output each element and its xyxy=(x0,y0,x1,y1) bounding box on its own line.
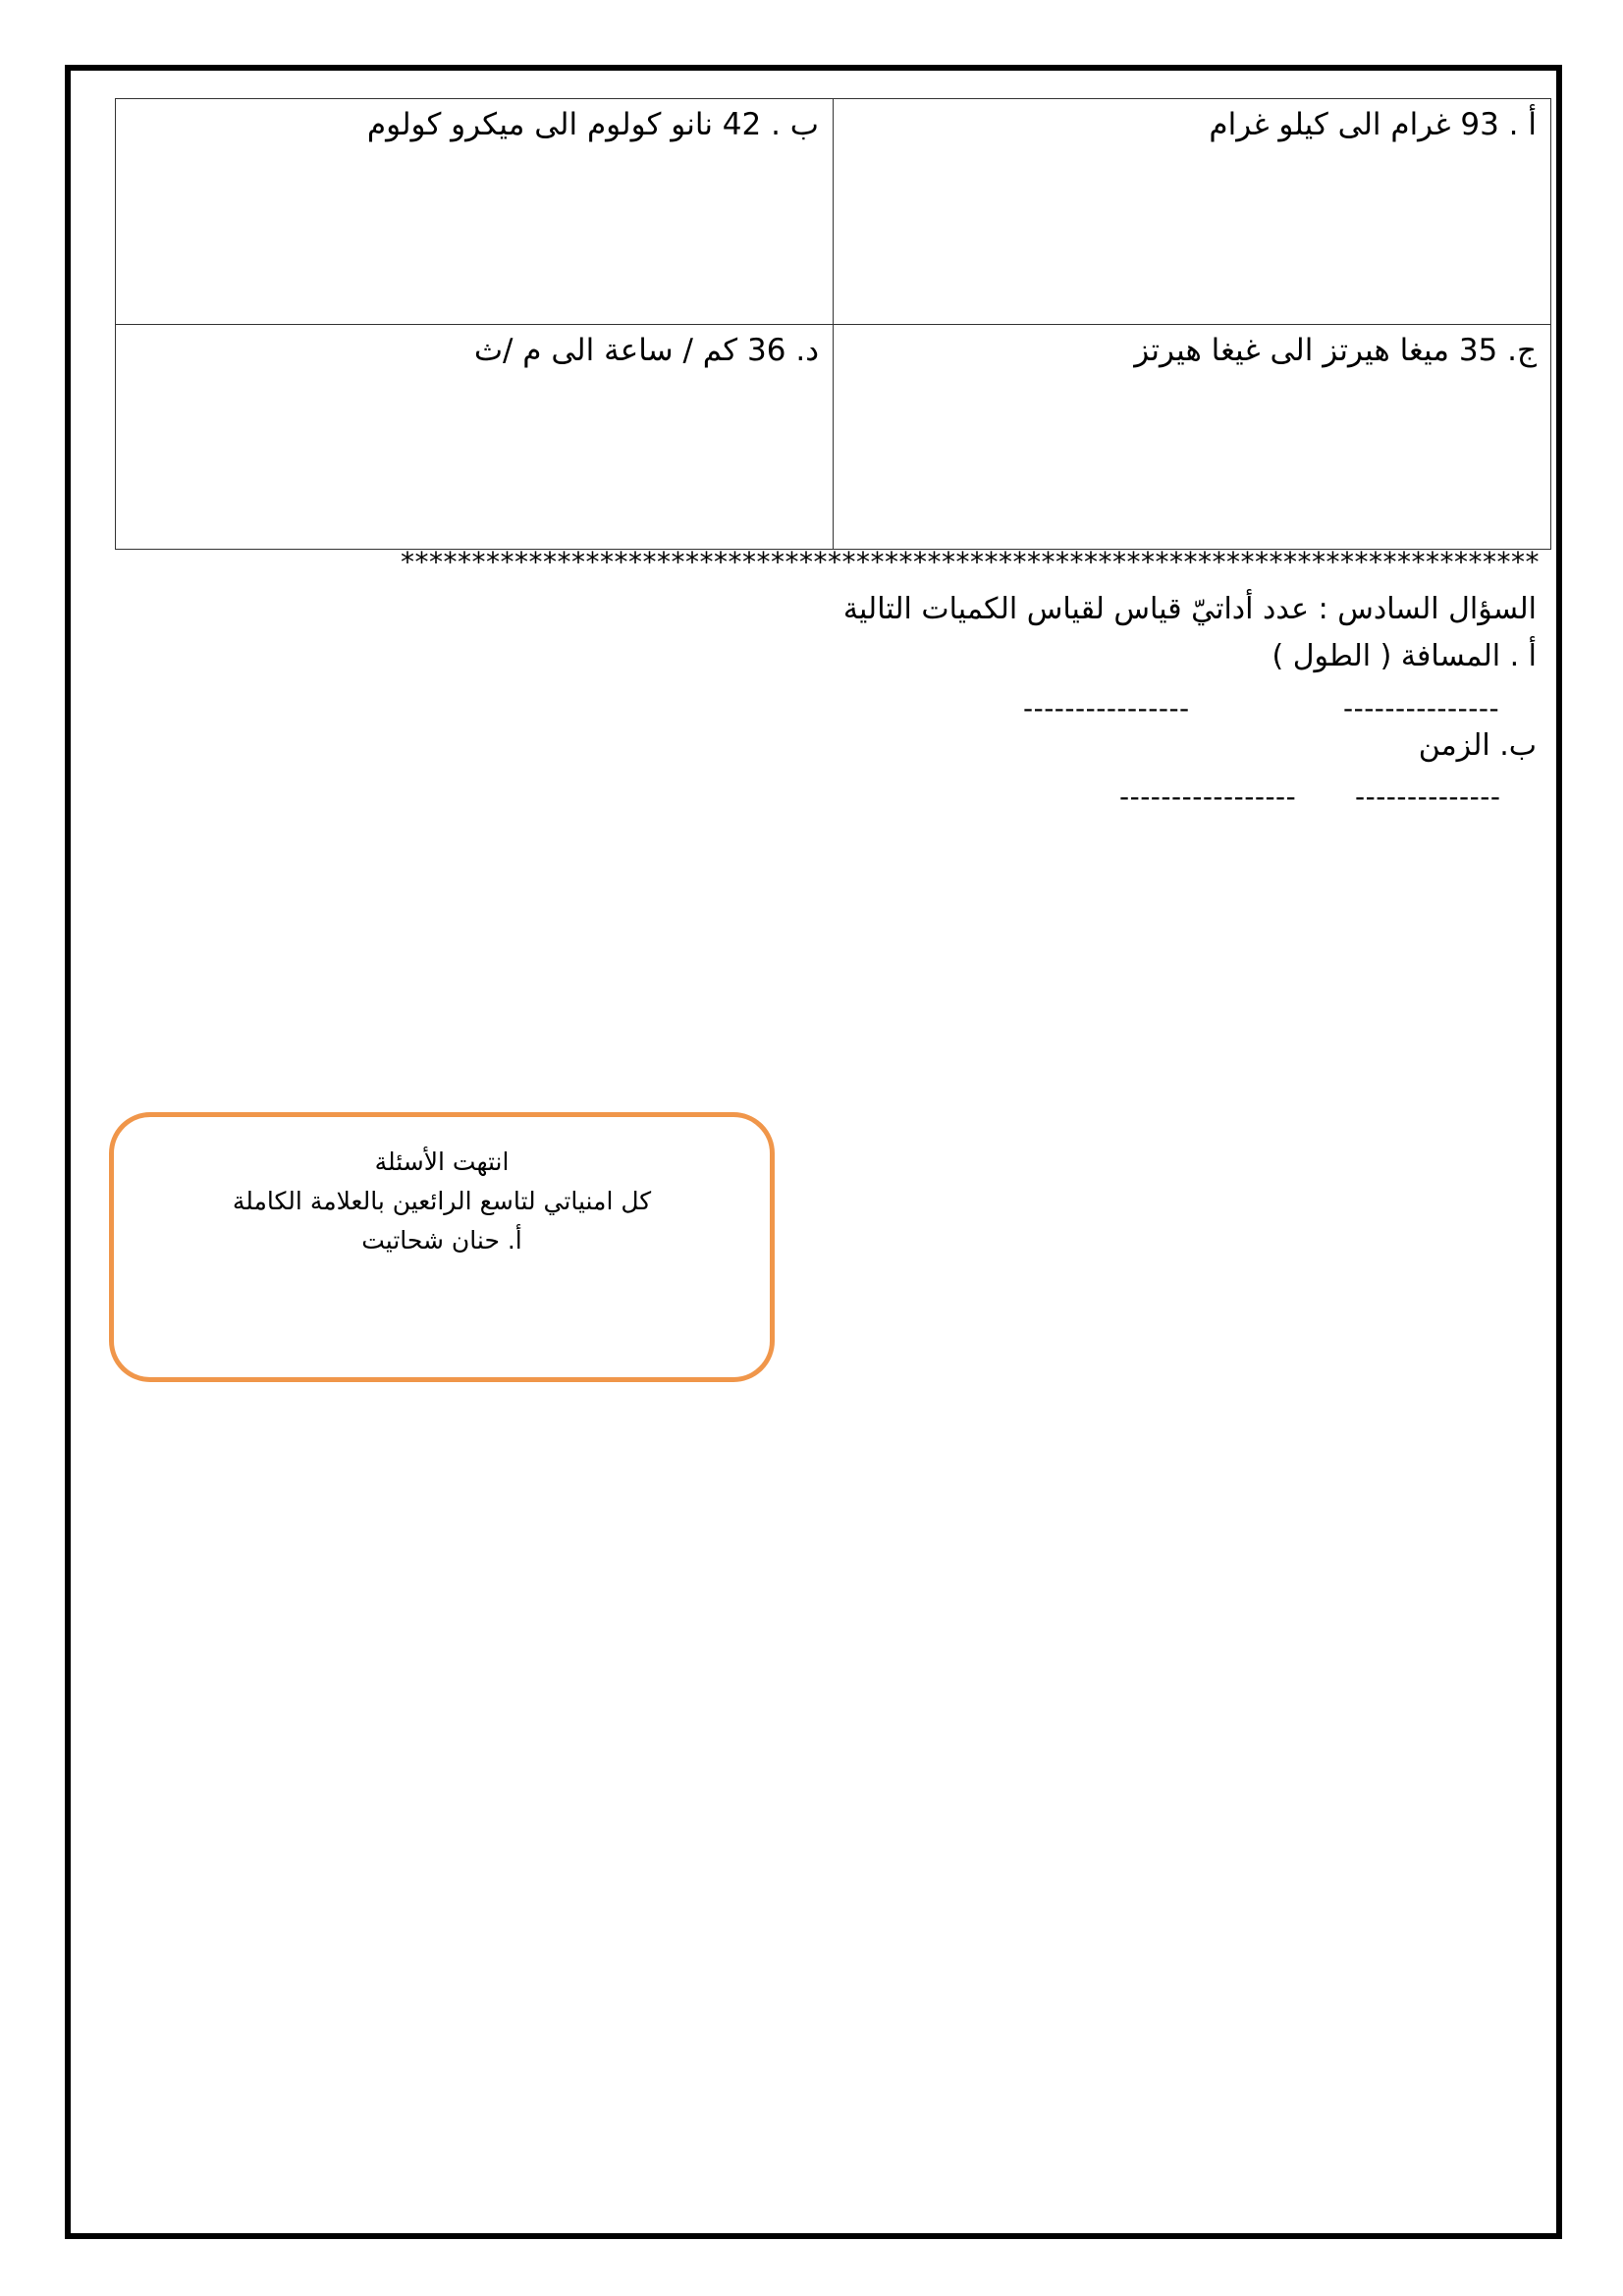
question6-item-a: أ . المسافة ( الطول ) xyxy=(1271,639,1537,673)
answer-blank-b-1: -------------- xyxy=(1355,780,1501,813)
conversion-item-c: ج. 35 ميغا هيرتز الى غيغا هيرتز xyxy=(834,324,1551,550)
closing-message-box xyxy=(109,1112,775,1382)
answer-blank-a-2: ---------------- xyxy=(1023,692,1190,724)
conversion-table xyxy=(115,98,1551,550)
table-row xyxy=(116,99,1551,325)
answer-blank-b-2: ----------------- xyxy=(1119,780,1297,813)
closing-line-teacher: أ. حنان شحاتيت xyxy=(361,1226,522,1255)
closing-line-wishes: كل امنياتي لتاسع الرائعين بالعلامة الكاملة xyxy=(232,1187,652,1215)
star-separator: ******************************************************************************** xyxy=(401,546,1540,578)
table-row xyxy=(116,324,1551,550)
closing-line-end: انتهت الأسئلة xyxy=(374,1148,510,1176)
conversion-item-b: ب . 42 نانو كولوم الى ميكرو كولوم xyxy=(116,99,834,325)
answer-blank-a-1: --------------- xyxy=(1343,692,1500,724)
conversion-item-a: أ . 93 غرام الى كيلو غرام xyxy=(834,99,1551,325)
question6-title: السؤال السادس : عدد أداتيّ قياس لقياس الكميات التالية xyxy=(842,592,1537,626)
question6-item-b: ب. الزمن xyxy=(1418,728,1537,763)
conversion-item-d: د. 36 كم / ساعة الى م /ث xyxy=(116,324,834,550)
